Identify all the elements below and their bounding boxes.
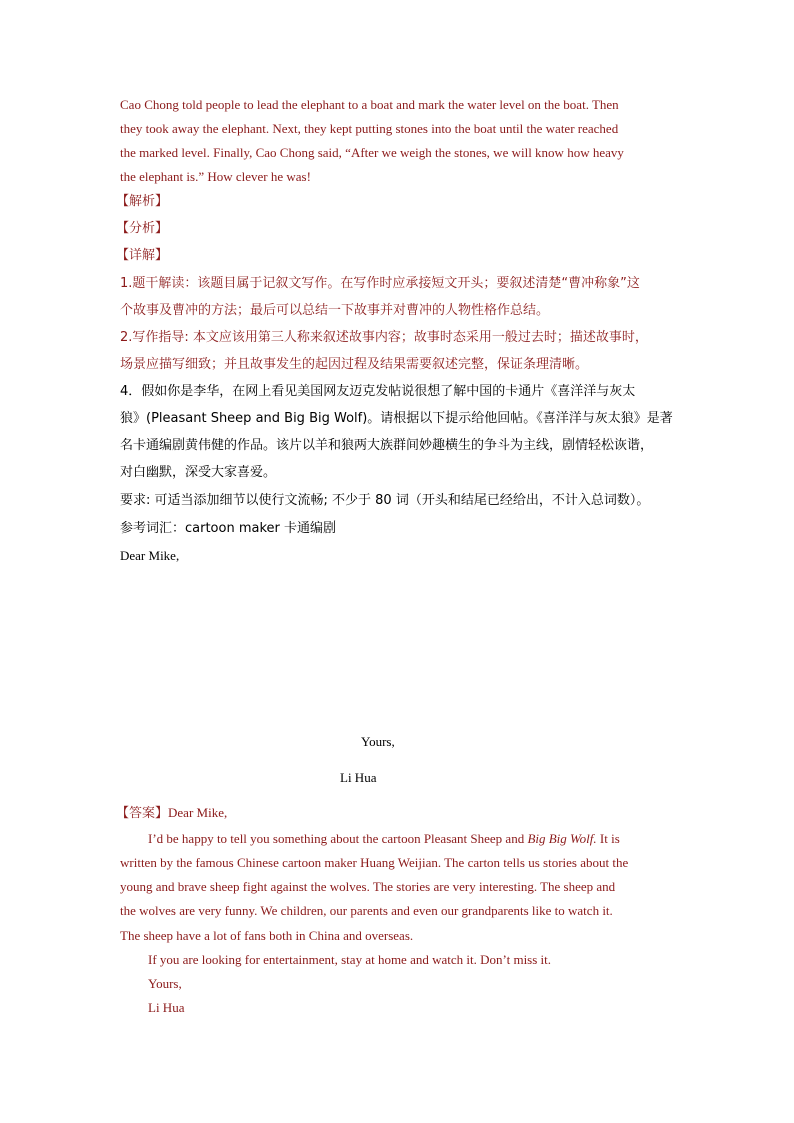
answer-heading (116, 805, 227, 822)
question4-line-3: 名卡通编剧黄伟健的作品。该片以羊和狼两大族群间妙趣横生的争斗为主线，剧情轻松诙谐， (120, 438, 654, 453)
analysis-p2-line-1: 2.写作指导: 本文应该用第三人称来叙述故事内容；故事时态采用一般过去时；描述故事时， (120, 330, 648, 345)
answer-body-line-2: written by the famous Chinese cartoon maker Huang Weijian. The carton tells us stories about the (120, 855, 629, 870)
answer-greeting: Dear Mike, (168, 805, 228, 820)
section-jiexi: 【解析】 (116, 194, 169, 209)
analysis-p1-line-1: 1.题干解读：该题目属于记叙文写作。在写作时应承接短文开头；要叙述清楚“曹冲称象”这 (120, 276, 640, 291)
question4-greeting: Dear Mike, (120, 548, 180, 563)
answer-body-line-1c: It is (596, 831, 620, 846)
section-fenxi: 【分析】 (116, 221, 169, 236)
answer-signature: Li Hua (148, 1000, 185, 1015)
question4-requirement: 要求: 可适当添加细节以使行文流畅; 不少于 80 词（开头和结尾已经给出，不计入总词数）。 (120, 493, 650, 508)
section-xiangjie: 【详解】 (116, 248, 169, 263)
answer-closing: Yours, (148, 976, 182, 991)
prev-answer-line-3: the marked level. Finally, Cao Chong said, “After we weigh the stones, we will know how heavy (120, 145, 624, 160)
answer-body-line-5: The sheep have a lot of fans both in China and overseas. (120, 928, 414, 943)
question4-line-2: 狼》(Pleasant Sheep and Big Big Wolf)。请根据以下提示给他回帖。《喜洋洋与灰太狼》是著 (120, 411, 673, 426)
question4-line-4: 对白幽默，深受大家喜爱。 (120, 465, 277, 480)
analysis-p2-line-2: 场景应描写细致；并且故事发生的起因过程及结果需要叙述完整，保证条理清晰。 (120, 357, 589, 372)
prev-answer-line-2: they took away the elephant. Next, they kept putting stones into the boat until the water reached (120, 121, 619, 136)
analysis-p1-line-2: 个故事及曹冲的方法；最后可以总结一下故事并对曹冲的人物性格作总结。 (120, 303, 550, 318)
answer-body-line-3: young and brave sheep fight against the wolves. The stories are very interesting. The sheep and (120, 879, 616, 894)
prev-answer-line-4: the elephant is.” How clever he was! (120, 169, 311, 184)
question4-vocab: 参考词汇：cartoon maker 卡通编剧 (120, 521, 337, 536)
answer-body-line-1a: I’d be happy to tell you something about the cartoon Pleasant Sheep and (148, 831, 528, 846)
question4-signature: Li Hua (340, 770, 377, 785)
question4-line-1: 4．假如你是李华，在网上看见美国网友迈克发帖说很想了解中国的卡通片《喜洋洋与灰太 (120, 384, 636, 399)
answer-body-line-6: If you are looking for entertainment, stay at home and watch it. Don’t miss it. (148, 952, 552, 967)
answer-label: 【答案】 (116, 806, 169, 821)
prev-answer-line-1: Cao Chong told people to lead the elephant to a boat and mark the water level on the boat. Then (120, 97, 619, 112)
answer-title-italic: Big Big Wolf. (527, 831, 597, 846)
answer-body-line-1 (148, 831, 620, 847)
answer-body-line-4: the wolves are very funny. We children, our parents and even our grandparents like to watch it. (120, 903, 613, 918)
question4-closing: Yours, (361, 734, 395, 749)
